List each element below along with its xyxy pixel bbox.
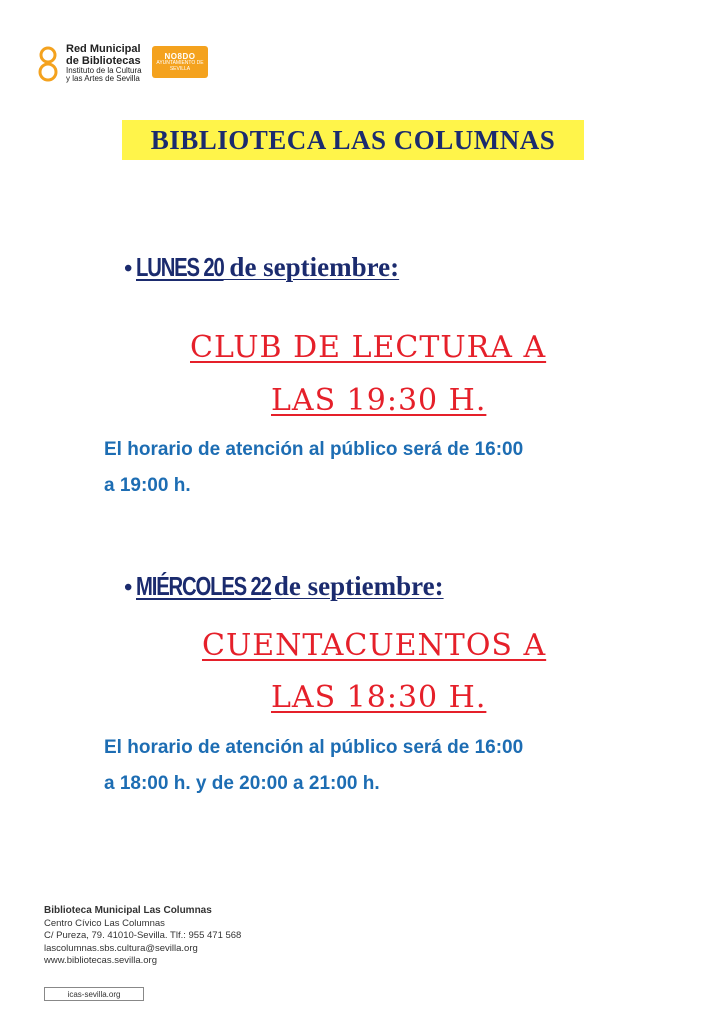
footer-tag: icas-sevilla.org (44, 987, 144, 1001)
event-1-headline-2: LAS 19:30 H. (271, 383, 487, 418)
footer-address: C/ Pureza, 79. 41010-Sevilla. Tlf.: 955 471 568 (44, 930, 242, 941)
logo-line-3: Instituto de la Cultura (66, 66, 142, 76)
badge-line-1: NO8DO (164, 52, 196, 61)
event-2-hours-line-1: El horario de atención al público será de 16:00 (104, 737, 524, 758)
footer-library-name: Biblioteca Municipal Las Columnas (44, 905, 212, 916)
event-2-month: de septiembre: (267, 571, 444, 601)
event-2-hours (104, 730, 523, 802)
badge-line-2: AYUNTAMIENTO DE SEVILLA (156, 60, 204, 72)
event-1-headline-1: CLUB DE LECTURA A (190, 330, 547, 365)
logo-line-1: Red Municipal (66, 43, 141, 55)
logo-line-4: y las Artes de Sevilla (66, 74, 140, 84)
event-1-hours (104, 432, 523, 504)
library-network-logo-text (66, 44, 142, 84)
event-2-hours-line-2: a 18:00 h. y de 20:00 a 21:00 h. (104, 773, 380, 794)
event-2-day: MIÉRCOLES 22 (136, 571, 272, 601)
event-2-headline-1: CUENTACUENTOS A (202, 628, 547, 663)
footer-contact (44, 905, 241, 968)
event-1-day: LUNES 20 (136, 252, 224, 282)
event-1-date (124, 252, 399, 283)
logo-line-2: de Bibliotecas (66, 54, 141, 67)
event-2-headline-2: LAS 18:30 H. (271, 680, 487, 715)
bullet-icon: • (124, 256, 133, 282)
footer-website: www.bibliotecas.sevilla.org (44, 955, 157, 966)
title-banner (122, 120, 584, 160)
footer-email: lascolumnas.sbs.cultura@sevilla.org (44, 942, 198, 954)
event-1-month: de septiembre: (222, 252, 400, 282)
footer-line-1: Centro Cívico Las Columnas (44, 917, 165, 929)
event-2-date (124, 571, 444, 602)
library-network-logo-icon (38, 44, 58, 84)
ayuntamiento-logo (152, 46, 208, 78)
event-1-hours-line-1: El horario de atención al público será de 16:00 (104, 439, 524, 460)
page-title: BIBLIOTECA LAS COLUMNAS (150, 124, 556, 155)
event-1-hours-line-2: a 19:00 h. (104, 475, 191, 496)
bullet-icon: • (124, 575, 133, 601)
